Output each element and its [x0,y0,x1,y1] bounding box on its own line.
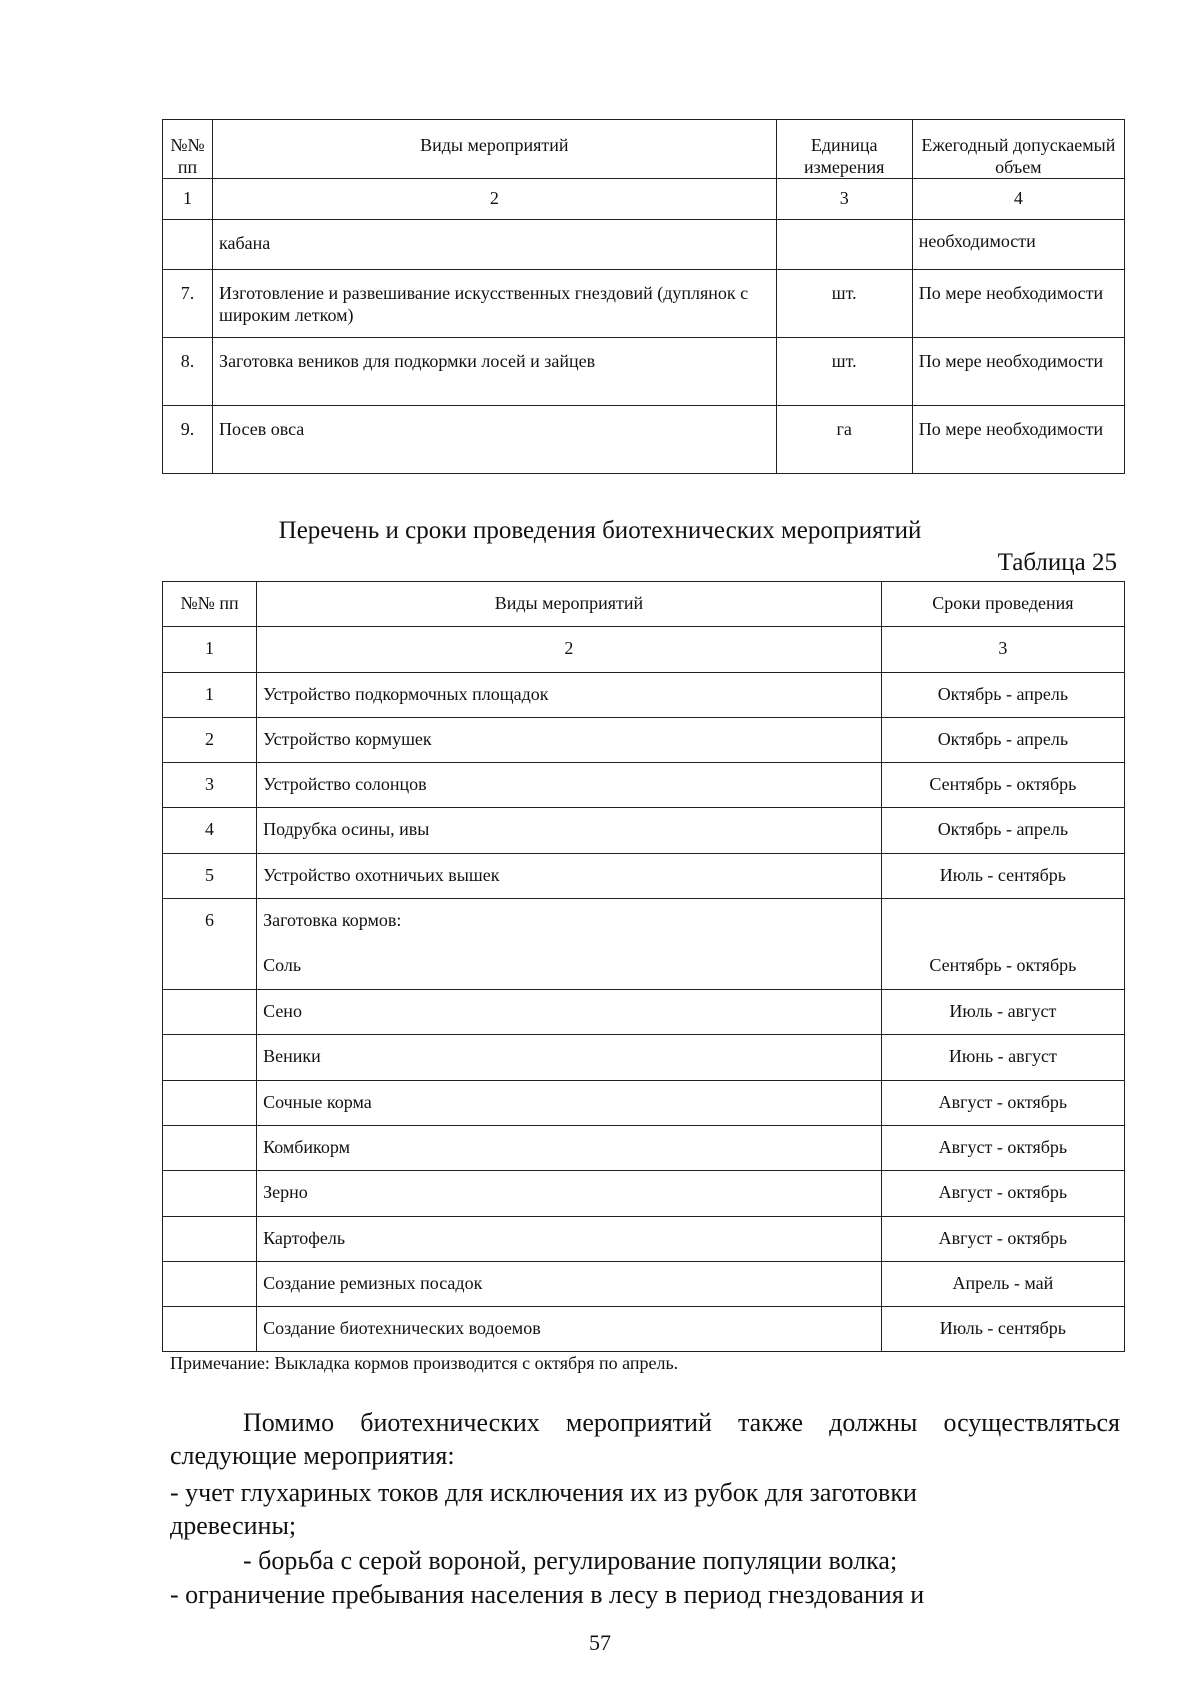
row-activity: Комбикорм [257,1125,882,1170]
row-number: 4 [163,808,257,853]
row-number [163,1080,257,1125]
row-term: Август - октябрь [881,1216,1124,1261]
body-paragraph-list-item [170,1578,1120,1611]
row-term-cell [881,899,1124,990]
row-unit: шт. [776,270,912,338]
row-sub-activity: Соль [263,955,302,976]
header-unit: Единица измерения [776,120,912,179]
row-term: Июль - сентябрь [881,1307,1124,1352]
row-activity: Веники [257,1035,882,1080]
row-term: Август - октябрь [881,1080,1124,1125]
row-number [163,1035,257,1080]
header-number: №№ пп [163,120,213,179]
row-number: 9. [163,406,213,474]
row-activity: Заготовка веников для подкормки лосей и зайцев [213,338,777,406]
row-activity: Подрубка осины, ивы [257,808,882,853]
row-activity: Изготовление и развешивание искусственных гнездовий (дуплянок с широким летком) [213,270,777,338]
row-activity: Устройство подкормочных площадок [257,672,882,717]
row-number [163,220,213,270]
activities-volume-table [162,119,1125,474]
row-number: 8. [163,338,213,406]
row-term: Апрель - май [881,1261,1124,1306]
table-row [163,1261,1125,1306]
paragraph-line: - борьба с серой вороной, регулирование популяции волка; [243,1546,898,1575]
table-header-row [163,582,1125,627]
index-cell: 3 [776,179,912,220]
row-unit: шт. [776,338,912,406]
row-activity-group [257,899,882,990]
index-cell: 1 [163,627,257,672]
paragraph-line: следующие мероприятия: [170,1441,455,1470]
table-row [163,1307,1125,1352]
table-row [163,1171,1125,1216]
header-activity: Виды мероприятий [213,120,777,179]
table-index-row [163,179,1125,220]
table-row [163,763,1125,808]
table-header-row [163,120,1125,179]
table-row [163,717,1125,762]
row-activity: Сено [257,990,882,1035]
row-term: Июнь - август [881,1035,1124,1080]
row-activity: Заготовка кормов: [263,910,402,931]
table-index-row [163,627,1125,672]
row-number [163,990,257,1035]
row-activity: Зерно [257,1171,882,1216]
table-row [163,1125,1125,1170]
table-label: Таблица 25 [997,549,1117,576]
row-term: Сентябрь - октябрь [929,955,1077,976]
row-term: Июль - август [881,990,1124,1035]
row-number: 7. [163,270,213,338]
row-activity: Картофель [257,1216,882,1261]
page-number: 57 [589,1630,611,1655]
table-row [163,899,1125,990]
row-term: Октябрь - апрель [881,717,1124,762]
row-activity: Создание ремизных посадок [257,1261,882,1306]
row-term: Сентябрь - октябрь [881,763,1124,808]
index-cell: 2 [257,627,882,672]
row-number: 5 [163,853,257,898]
row-activity: Посев овса [213,406,777,474]
row-unit: га [776,406,912,474]
paragraph-line: - ограничение пребывания населения в лесу в период гнездования и [170,1580,925,1609]
paragraph-line: - учет глухариных токов для исключения их из рубок для заготовки [170,1478,917,1507]
row-term: Октябрь - апрель [881,808,1124,853]
table-row [163,220,1125,270]
row-number [163,1307,257,1352]
row-activity: Сочные корма [257,1080,882,1125]
row-activity: Устройство кормушек [257,717,882,762]
header-volume: Ежегодный допускаемый объем [912,120,1124,179]
row-number [163,1171,257,1216]
row-term: Октябрь - апрель [881,672,1124,717]
row-volume: По мере необходимости [912,270,1124,338]
table-row [163,672,1125,717]
row-number [163,1261,257,1306]
header-number: №№ пп [163,582,257,627]
row-activity: Устройство солонцов [257,763,882,808]
row-volume: необходимости [912,220,1124,270]
row-volume: По мере необходимости [912,406,1124,474]
table-row [163,1035,1125,1080]
index-cell: 4 [912,179,1124,220]
row-volume: По мере необходимости [912,338,1124,406]
biotech-schedule-table [162,581,1125,1352]
table-row [163,1080,1125,1125]
row-activity: кабана [213,220,777,270]
row-term: Август - октябрь [881,1171,1124,1216]
row-number: 6 [163,899,257,990]
table-row [163,338,1125,406]
paragraph-line: Помимо биотехнических мероприятий также должны осуществляться [243,1408,1120,1437]
row-number [163,1216,257,1261]
table-title: Перечень и сроки проведения биотехнических мероприятий [278,517,922,544]
index-cell: 3 [881,627,1124,672]
table-row [163,853,1125,898]
header-term: Сроки проведения [881,582,1124,627]
row-term: Июль - сентябрь [881,853,1124,898]
body-paragraph-list-item [170,1476,1120,1542]
body-paragraph-list-item [170,1544,1120,1577]
header-activity: Виды мероприятий [257,582,882,627]
table-row [163,808,1125,853]
row-number: 1 [163,672,257,717]
row-unit [776,220,912,270]
row-number: 2 [163,717,257,762]
index-cell: 2 [213,179,777,220]
table-note: Примечание: Выкладка кормов производится с октября по апрель. [170,1353,679,1373]
row-number [163,1125,257,1170]
row-activity: Создание биотехнических водоемов [257,1307,882,1352]
index-cell: 1 [163,179,213,220]
row-term: Август - октябрь [881,1125,1124,1170]
table-row [163,990,1125,1035]
row-number: 3 [163,763,257,808]
body-paragraph-intro [170,1406,1120,1472]
row-activity: Устройство охотничьих вышек [257,853,882,898]
table-row [163,1216,1125,1261]
table-row [163,270,1125,338]
table-row [163,406,1125,474]
paragraph-line: древесины; [170,1511,297,1540]
